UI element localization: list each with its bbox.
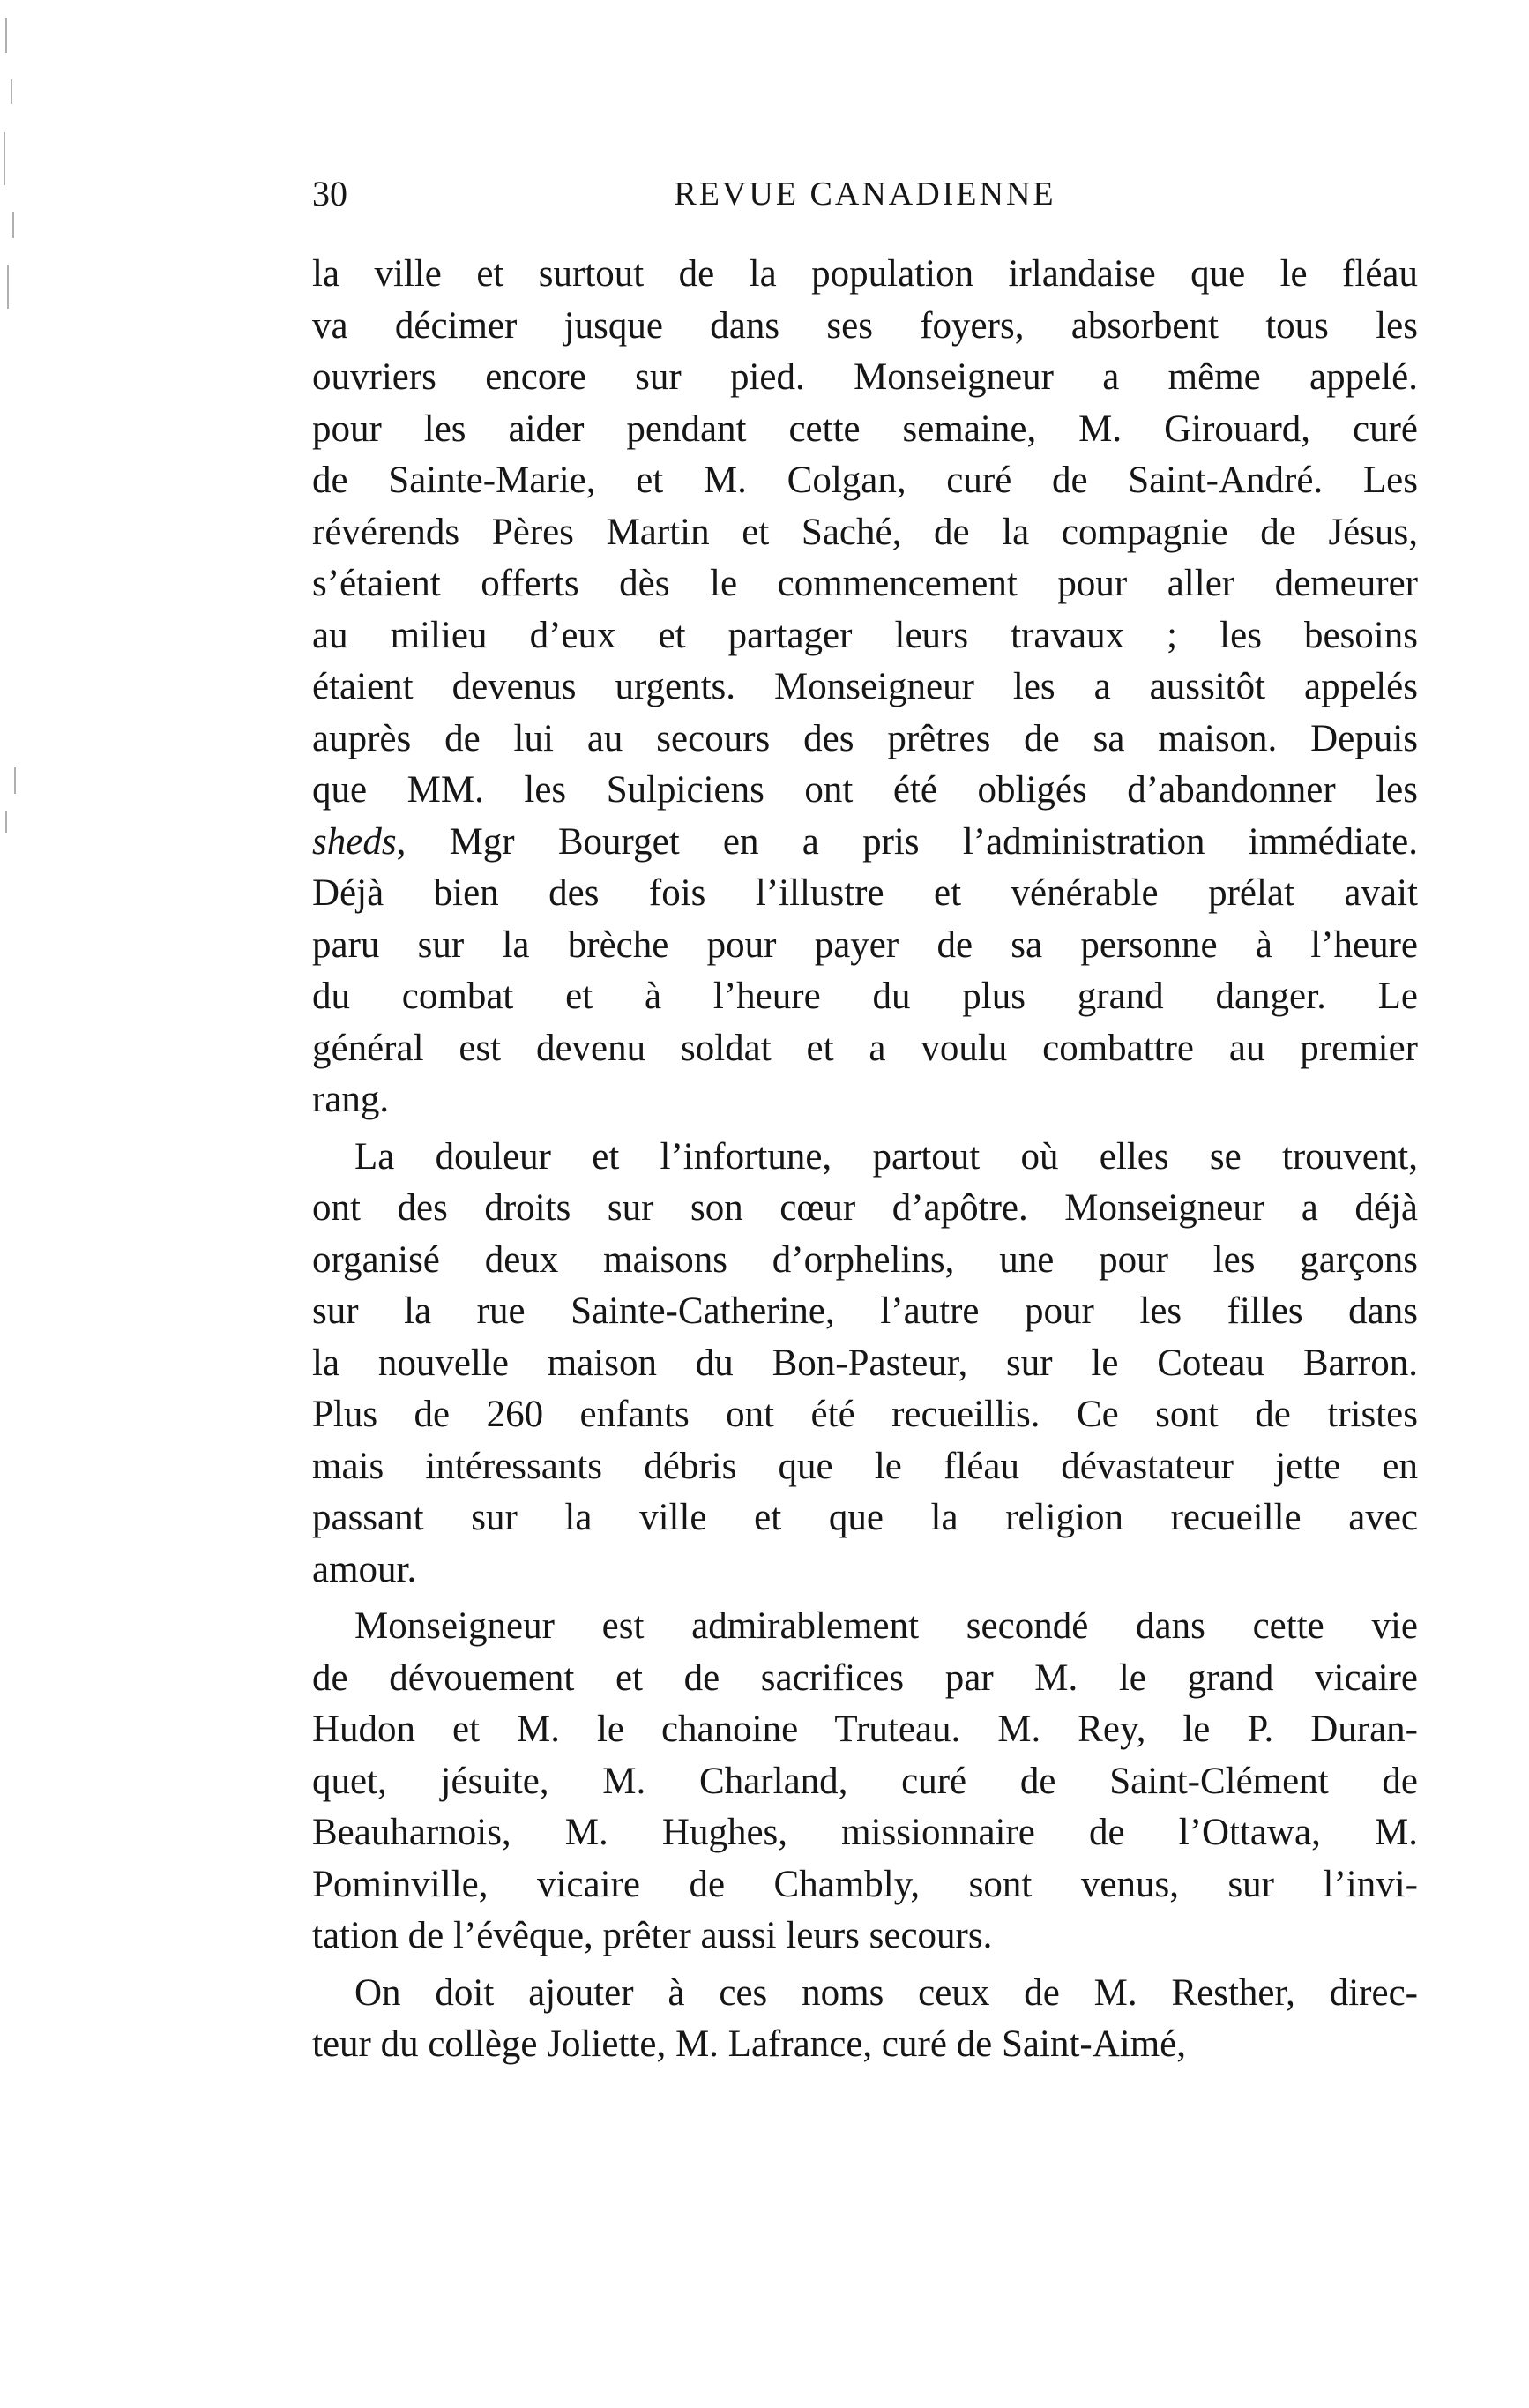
text-line xyxy=(312,1807,1418,1859)
text-line xyxy=(312,1601,1418,1653)
text-line xyxy=(312,1389,1418,1441)
text-line xyxy=(312,714,1418,766)
text-line xyxy=(312,404,1418,456)
text-segment: Hudon et M. le chanoine Truteau. M. Rey, le P. Duran- xyxy=(312,1709,1418,1750)
text-segment: , Mgr Bourget en a pris l’administration immédiate. xyxy=(396,820,1418,863)
text-segment: Beauharnois, M. Hughes, missionnaire de l’Ottawa, M. xyxy=(312,1812,1418,1853)
text-line xyxy=(312,455,1418,507)
paragraph xyxy=(312,249,1418,1126)
text-segment: On doit ajouter à ces noms ceux de M. Resther, direc- xyxy=(354,1971,1418,2014)
text-line xyxy=(312,662,1418,714)
text-line xyxy=(312,1132,1418,1184)
text-line xyxy=(312,558,1418,610)
text-line xyxy=(312,249,1418,301)
text-segment: s’étaient offerts dès le commencement pour aller demeurer xyxy=(312,563,1418,604)
text-line xyxy=(312,1023,1418,1075)
page-number: 30 xyxy=(312,174,347,213)
running-title: REVUE CANADIENNE xyxy=(674,176,1056,213)
page-header xyxy=(312,168,1418,221)
text-line xyxy=(312,765,1418,817)
paragraph xyxy=(312,1132,1418,1597)
italic-word: sheds xyxy=(312,820,397,863)
paragraph xyxy=(312,1601,1418,1963)
body-text xyxy=(312,249,1418,2071)
text-line xyxy=(312,1756,1418,1808)
text-segment: au milieu d’eux et partager leurs travaux ; les besoins xyxy=(312,614,1418,656)
text-segment: de dévouement et de sacrifices par M. le grand vicaire xyxy=(312,1656,1418,1699)
text-segment: La douleur et l’infortune, partout où elles se trouvent, xyxy=(354,1135,1418,1178)
text-line xyxy=(312,1968,1418,2020)
paragraph xyxy=(312,1968,1418,2071)
text-segment: rang. xyxy=(312,1079,390,1120)
text-line xyxy=(312,1653,1418,1705)
text-line xyxy=(312,868,1418,920)
text-line xyxy=(312,1183,1418,1235)
text-line xyxy=(312,1338,1418,1390)
text-line xyxy=(312,971,1418,1023)
text-segment: pour les aider pendant cette semaine, M. Girouard, curé xyxy=(312,408,1418,450)
text-line xyxy=(312,817,1418,869)
text-segment: général est devenu soldat et a voulu combattre au premier xyxy=(312,1027,1418,1069)
text-line xyxy=(312,352,1418,404)
text-line xyxy=(312,1911,1418,1963)
text-segment: paru sur la brèche pour payer de sa personne à l’heure xyxy=(312,924,1418,966)
left-margin-scan-marks xyxy=(0,0,26,1147)
text-segment: mais intéressants débris que le fléau dévastateur jette en xyxy=(312,1445,1418,1487)
text-line xyxy=(312,1492,1418,1544)
text-line xyxy=(312,920,1418,972)
text-line xyxy=(312,2019,1418,2071)
text-line xyxy=(312,1704,1418,1756)
text-segment: de Sainte-Marie, et M. Colgan, curé de Saint-André. Les xyxy=(312,460,1418,501)
text-line xyxy=(312,1441,1418,1493)
text-segment: que MM. les Sulpiciens ont été obligés d’abandonner les xyxy=(312,769,1418,811)
text-segment: ont des droits sur son cœur d’apôtre. Monseigneur a déjà xyxy=(312,1187,1418,1229)
text-line xyxy=(312,507,1418,559)
text-segment: Monseigneur est admirablement secondé dans cette vie xyxy=(354,1605,1418,1647)
text-line xyxy=(312,1859,1418,1911)
text-segment: la nouvelle maison du Bon-Pasteur, sur le Coteau Barron. xyxy=(312,1342,1418,1384)
text-line xyxy=(312,1544,1418,1597)
text-segment: organisé deux maisons d’orphelins, une pour les garçons xyxy=(312,1238,1418,1281)
text-segment: sur la rue Sainte-Catherine, l’autre pour les filles dans xyxy=(312,1290,1418,1332)
text-segment: amour. xyxy=(312,1548,417,1590)
text-segment: va décimer jusque dans ses foyers, absorbent tous les xyxy=(312,304,1418,347)
text-line xyxy=(312,1074,1418,1126)
text-segment: la ville et surtout de la population irlandaise que le fléau xyxy=(312,253,1418,295)
text-segment: étaient devenus urgents. Monseigneur les a aussitôt appelés xyxy=(312,666,1418,707)
text-line xyxy=(312,610,1418,662)
text-line xyxy=(312,301,1418,353)
text-segment: ouvriers encore sur pied. Monseigneur a même appelé. xyxy=(312,356,1418,398)
text-segment: Pominville, vicaire de Chambly, sont venus, sur l’invi- xyxy=(312,1863,1418,1905)
text-segment: quet, jésuite, M. Charland, curé de Saint-Clément de xyxy=(312,1760,1418,1802)
text-line xyxy=(312,1286,1418,1338)
text-segment: révérends Pères Martin et Saché, de la compagnie de Jésus, xyxy=(312,511,1418,553)
text-segment: auprès de lui au secours des prêtres de sa maison. Depuis xyxy=(312,717,1418,759)
text-segment: du combat et à l’heure du plus grand danger. Le xyxy=(312,976,1418,1017)
text-segment: tation de l’évêque, prêter aussi leurs secours. xyxy=(312,1915,993,1956)
text-segment: passant sur la ville et que la religion recueille avec xyxy=(312,1497,1418,1538)
text-segment: Déjà bien des fois l’illustre et vénérable prélat avait xyxy=(312,872,1418,914)
text-segment: Plus de 260 enfants ont été recueillis. Ce sont de tristes xyxy=(312,1394,1418,1435)
text-line xyxy=(312,1235,1418,1287)
text-segment: teur du collège Joliette, M. Lafrance, curé de Saint-Aimé, xyxy=(312,2023,1186,2065)
